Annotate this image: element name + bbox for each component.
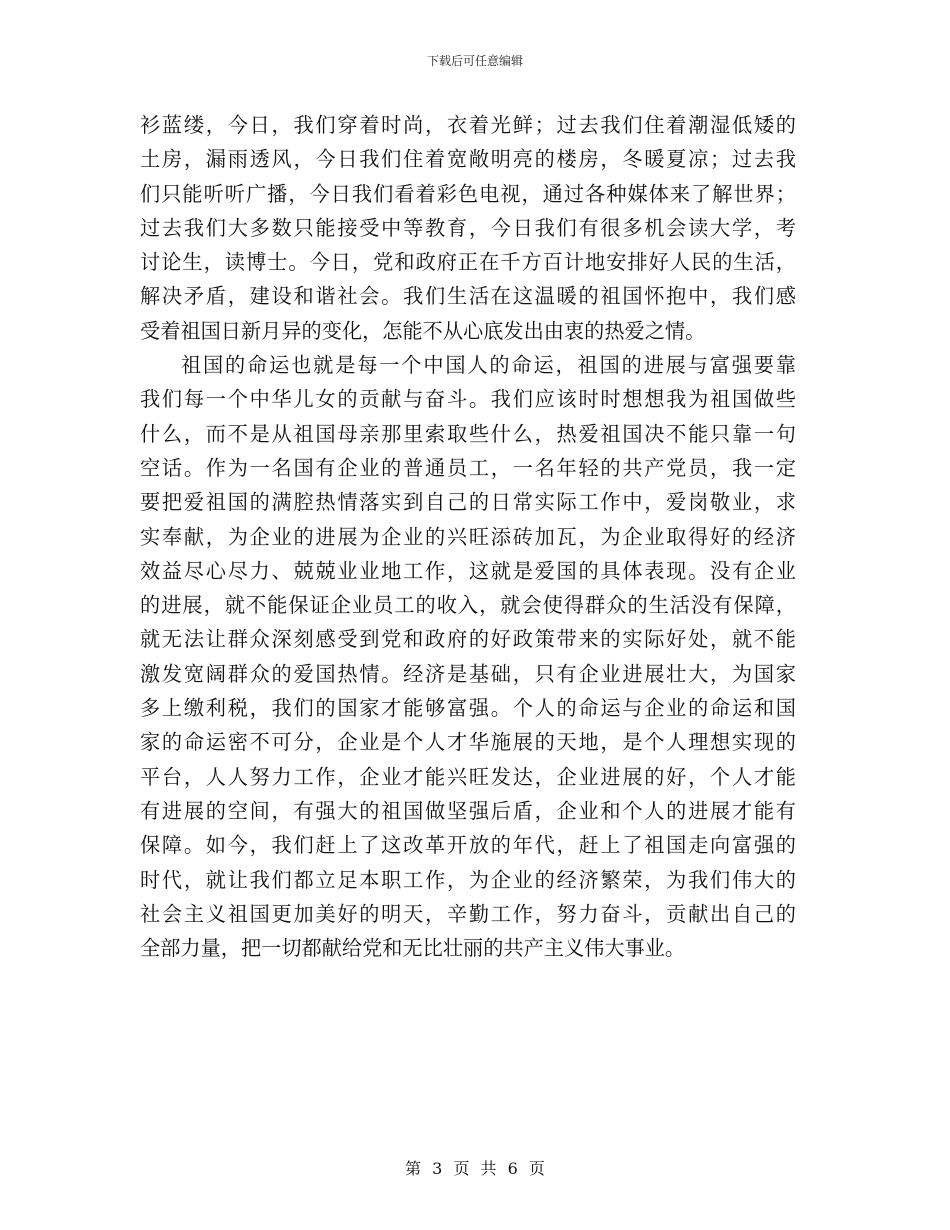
page-number: 第 3 页 共 6 页 <box>405 1159 545 1178</box>
text-line: 我们每一个中华儿女的贡献与奋斗。我们应该时时想想我为祖国做些 <box>140 387 796 412</box>
text-line: 的进展，就不能保证企业员工的收入，就会使得群众的生活没有保障， <box>140 593 796 618</box>
text-line: 实奉献，为企业的进展为企业的兴旺添砖加瓦，为企业取得好的经济 <box>140 524 796 549</box>
text-line: 土房，漏雨透风，今日我们住着宽敞明亮的楼房，冬暖夏凉；过去我 <box>140 147 796 172</box>
page-header: 下载后可任意编辑 <box>426 54 523 68</box>
text-line: 受着祖国日新月异的变化，怎能不从心底发出由衷的热爱之情。 <box>140 318 706 343</box>
paragraph-2 <box>140 348 796 965</box>
text-line: 什么，而不是从祖国母亲那里索取些什么，热爱祖国决不能只靠一句 <box>140 421 796 446</box>
text-line: 衫蓝缕，今日，我们穿着时尚，衣着光鲜；过去我们住着潮湿低矮的 <box>140 113 796 137</box>
text-line: 家的命运密不可分，企业是个人才华施展的天地，是个人理想实现的 <box>140 730 796 755</box>
text-line: 平台，人人努力工作，企业才能兴旺发达，企业进展的好，个人才能 <box>140 764 796 789</box>
text-line: 全部力量，把一切都献给党和无比壮丽的共产主义伟大事业。 <box>140 936 686 961</box>
text-line: 过去我们大多数只能接受中等教育，今日我们有很多机会读大学，考 <box>140 215 796 240</box>
text-line: 多上缴利税，我们的国家才能够富强。个人的命运与企业的命运和国 <box>140 696 796 721</box>
text-line: 保障。如今，我们赶上了这改革开放的年代，赶上了祖国走向富强的 <box>140 833 796 858</box>
text-line: 激发宽阔群众的爱国热情。经济是基础，只有企业进展壮大，为国家 <box>140 661 796 686</box>
text-line: 就无法让群众深刻感受到党和政府的好政策带来的实际好处，就不能 <box>140 627 796 652</box>
text-line: 空话。作为一名国有企业的普通员工，一名年轻的共产党员，我一定 <box>140 455 796 480</box>
text-line: 解决矛盾，建设和谐社会。我们生活在这温暖的祖国怀抱中，我们感 <box>140 284 796 309</box>
text-line: 祖国的命运也就是每一个中国人的命运，祖国的进展与富强要靠 <box>181 353 796 378</box>
text-line: 要把爱祖国的满腔热情落实到自己的日常实际工作中，爱岗敬业，求 <box>140 490 796 515</box>
text-line: 们只能听听广播，今日我们看着彩色电视，通过各种媒体来了解世界； <box>140 181 796 206</box>
text-line: 社会主义祖国更加美好的明天，辛勤工作，努力奋斗，贡献出自己的 <box>140 901 796 926</box>
text-line: 有进展的空间，有强大的祖国做坚强后盾，企业和个人的进展才能有 <box>140 798 796 823</box>
text-line: 时代，就让我们都立足本职工作，为企业的经济繁荣，为我们伟大的 <box>140 867 796 892</box>
body-text <box>140 108 796 965</box>
paragraph-1 <box>140 108 796 348</box>
text-line: 讨论生，读博士。今日，党和政府正在千方百计地安排好人民的生活， <box>140 250 796 275</box>
text-line: 效益尽心尽力、兢兢业业地工作，这就是爱国的具体表现。没有企业 <box>140 558 796 583</box>
